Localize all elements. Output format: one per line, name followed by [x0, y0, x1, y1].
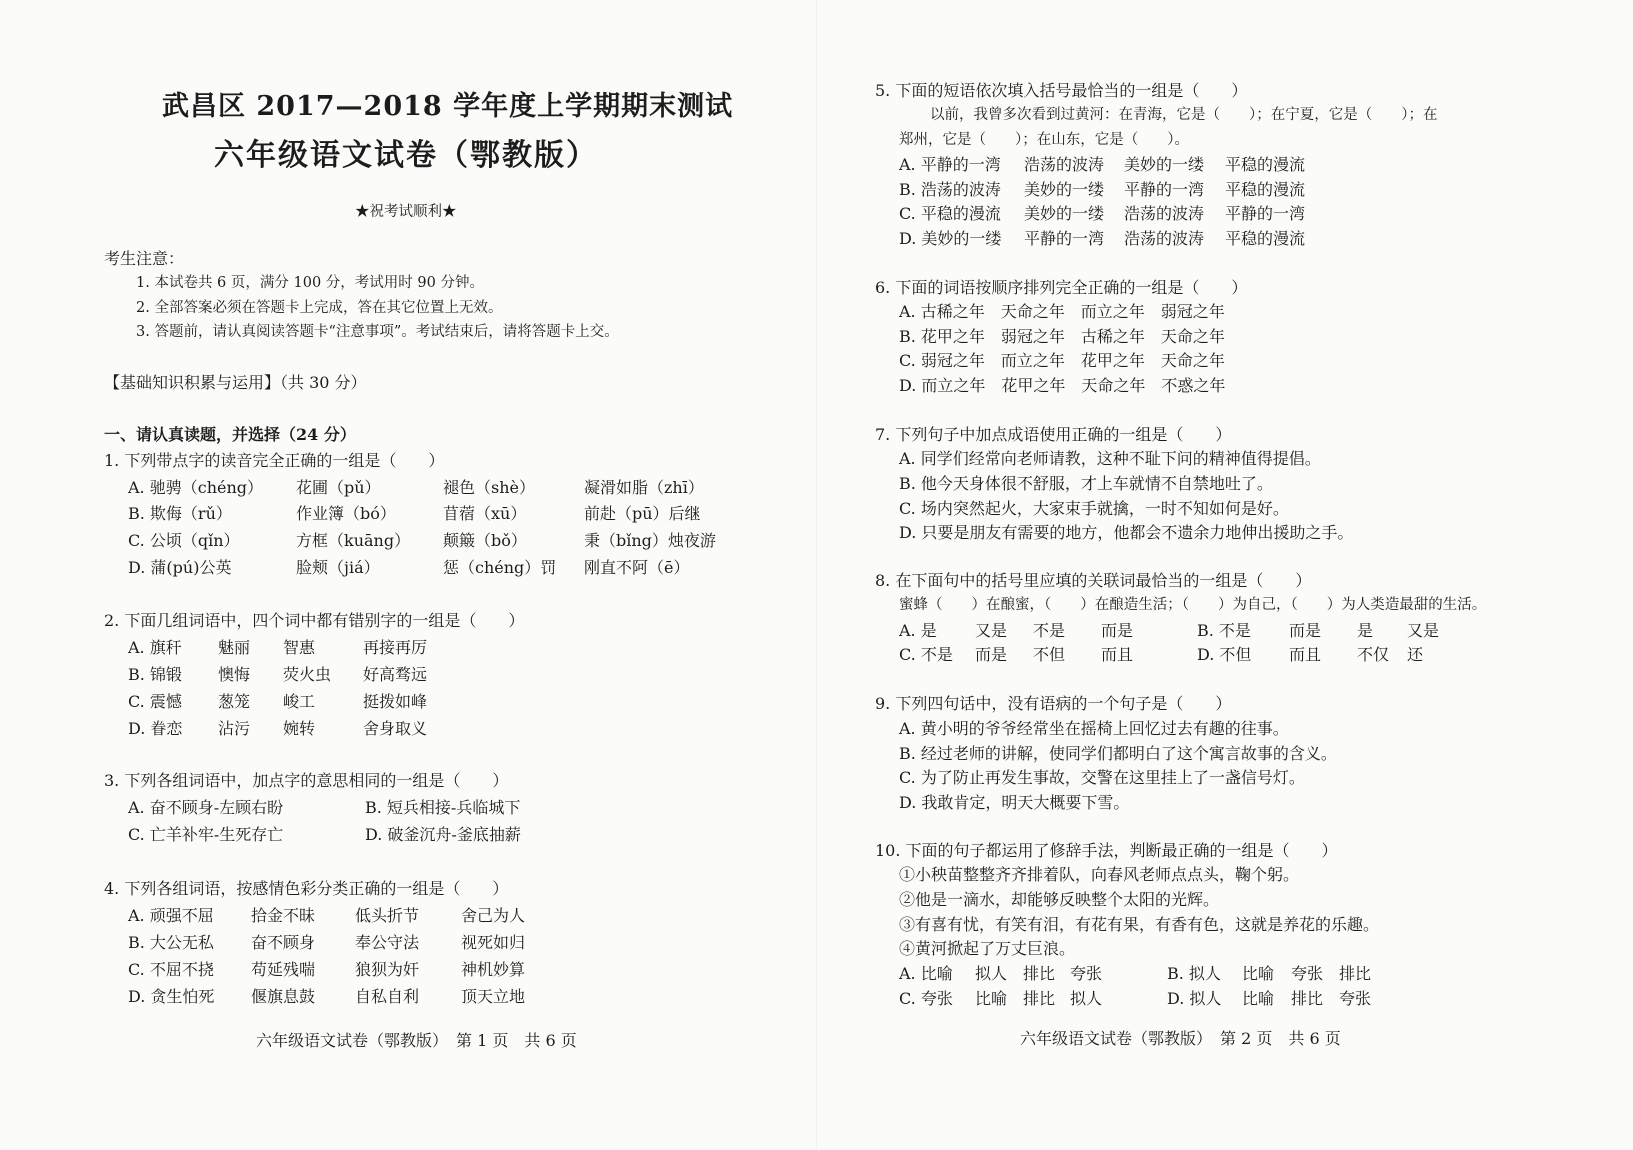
notice-item: 1. 本试卷共 6 页，满分 100 分，考试用时 90 分钟。: [136, 275, 484, 291]
option-cell: 排比: [1339, 964, 1372, 983]
option-cell: 魅丽: [218, 638, 251, 657]
option-cell: 颠簸（bǒ）: [443, 531, 527, 550]
option-cell: D. 眷恋: [128, 719, 183, 738]
option-cell: 葱笼: [218, 692, 251, 711]
option-cell: 排比: [1291, 989, 1324, 1008]
option-cell: 再接再厉: [363, 638, 428, 657]
page-1: [0, 0, 816, 1150]
option-cell: 秉（bǐng）烛夜游: [584, 531, 716, 550]
question-10-sentence: ①小秧苗整整齐齐排着队，向春风老师点点头，鞠个躬。: [899, 865, 1300, 884]
option-cell: 拾金不昧: [251, 906, 316, 925]
option-cell: D. 美妙的一缕: [899, 229, 1002, 248]
option-cell: 比喻: [975, 989, 1008, 1008]
option-cell: 花圃（pǔ）: [296, 478, 381, 497]
question-9-option: B. 经过老师的讲解，使同学们都明白了这个寓言故事的含义。: [899, 744, 1337, 763]
option-cell: 平稳的漫流: [1225, 229, 1306, 248]
option-cell: 方框（kuāng）: [296, 531, 411, 550]
option-cell: 夸张: [1070, 964, 1103, 983]
option-cell: 沾污: [218, 719, 251, 738]
question-7-option: C. 场内突然起火，大家束手就擒，一时不知如何是好。: [899, 499, 1289, 518]
question-7-option: D. 只要是朋友有需要的地方，他都会不遗余力地伸出援助之手。: [899, 523, 1354, 542]
option-cell: 凝滑如脂（zhī）: [584, 478, 704, 497]
option-cell: 低头折节: [355, 906, 420, 925]
question-7-option: B. 他今天身体很不舒服，才上车就情不自禁地吐了。: [899, 474, 1273, 493]
option-cell: 视死如归: [461, 933, 526, 952]
question-10-sentence: ③有喜有忧，有笑有泪，有花有果，有香有色，这就是养花的乐趣。: [899, 915, 1380, 934]
option-cell: 排比: [1023, 964, 1056, 983]
option-cell: B. 不是: [1197, 621, 1251, 640]
option-cell: 夸张: [1339, 989, 1372, 1008]
question-1-stem: 1. 下列带点字的读音完全正确的一组是（ ）: [104, 451, 445, 470]
option-cell: D. 拟人: [1167, 989, 1222, 1008]
option-cell: A. 奋不顾身-左顾右盼: [128, 798, 284, 817]
option-cell: 不但: [1033, 645, 1066, 664]
option-cell: 排比: [1023, 989, 1056, 1008]
option-cell: 舍身取义: [363, 719, 428, 738]
question-9-stem: 9. 下列四句话中，没有语病的一个句子是（ ）: [875, 694, 1232, 713]
page-footer: 六年级语文试卷（鄂教版） 第 2 页 共 6 页: [1020, 1029, 1341, 1048]
option-cell: 脸颊（jiá）: [296, 558, 380, 577]
option-cell: D. 贪生怕死: [128, 987, 215, 1006]
question-10-sentence: ④黄河掀起了万丈巨浪。: [899, 939, 1076, 958]
option-cell: C. 公顷（qǐn）: [128, 531, 240, 550]
option-cell: 神机妙算: [461, 960, 526, 979]
question-9-option: D. 我敢肯定，明天大概要下雪。: [899, 793, 1130, 812]
question-6-option: A. 古稀之年 天命之年 而立之年 弱冠之年: [899, 302, 1225, 321]
section-heading: 【基础知识积累与运用】（共 30 分）: [104, 373, 367, 392]
option-cell: 平静的一湾: [1124, 180, 1205, 199]
option-cell: 而是: [1289, 621, 1322, 640]
option-cell: 好高骛远: [363, 665, 428, 684]
option-cell: 奉公守法: [355, 933, 420, 952]
option-cell: 拟人: [975, 964, 1008, 983]
exam-title: 武昌区 2017—2018 学年度上学期期末测试: [162, 91, 734, 122]
option-cell: B. 锦锻: [128, 665, 182, 684]
option-cell: 是: [1357, 621, 1374, 640]
option-cell: 浩荡的波涛: [1124, 229, 1205, 248]
question-6-option: D. 而立之年 花甲之年 天命之年 不惑之年: [899, 376, 1226, 395]
option-cell: 而且: [1101, 645, 1134, 664]
option-cell: D. 不但: [1197, 645, 1252, 664]
option-cell: C. 亡羊补牢-生死存亡: [128, 825, 284, 844]
option-cell: 美妙的一缕: [1124, 155, 1205, 174]
option-cell: 平稳的漫流: [1225, 155, 1306, 174]
question-6-option: B. 花甲之年 弱冠之年 古稀之年 天命之年: [899, 327, 1225, 346]
question-7-option: A. 同学们经常向老师请教，这种不耻下问的精神值得提倡。: [899, 449, 1321, 468]
option-cell: A. 是: [899, 621, 937, 640]
notice-title: 考生注意：: [104, 249, 185, 268]
option-cell: B. 欺侮（rǔ）: [128, 504, 232, 523]
option-cell: B. 拟人: [1167, 964, 1221, 983]
option-cell: 懊悔: [218, 665, 251, 684]
option-cell: 而且: [1289, 645, 1322, 664]
exam-subtitle: 六年级语文试卷（鄂教版）: [214, 138, 598, 173]
option-cell: 荧火虫: [283, 665, 332, 684]
option-cell: 平静的一湾: [1225, 204, 1306, 223]
option-cell: 舍己为人: [461, 906, 526, 925]
question-4-stem: 4. 下列各组词语，按感情色彩分类正确的一组是（ ）: [104, 879, 509, 898]
question-8-stem: 8. 在下面句中的括号里应填的关联词最恰当的一组是（ ）: [875, 571, 1312, 590]
option-cell: 拟人: [1070, 989, 1103, 1008]
option-cell: 不是: [1033, 621, 1066, 640]
option-cell: 苜蓿（xū）: [443, 504, 527, 523]
page-2: [817, 0, 1633, 1150]
question-5-passage: 郑州，它是（ ）；在山东，它是（ ）。: [899, 132, 1189, 148]
option-cell: A. 顽强不屈: [128, 906, 214, 925]
option-cell: A. 驰骋（chéng）: [128, 478, 264, 497]
option-cell: A. 比喻: [899, 964, 953, 983]
question-6-option: C. 弱冠之年 而立之年 花甲之年 天命之年: [899, 351, 1225, 370]
option-cell: 峻工: [283, 692, 316, 711]
option-cell: 不仅: [1357, 645, 1390, 664]
question-3-stem: 3. 下列各组词语中，加点字的意思相同的一组是（ ）: [104, 771, 509, 790]
option-cell: 婉转: [283, 719, 316, 738]
option-cell: 而是: [1101, 621, 1134, 640]
option-cell: 而是: [975, 645, 1008, 664]
option-cell: 智惠: [283, 638, 316, 657]
option-cell: 褪色（shè）: [443, 478, 535, 497]
option-cell: B. 短兵相接-兵临城下: [365, 798, 521, 817]
notice-item: 3. 答题前，请认真阅读答题卡“注意事项”。考试结束后，请将答题卡上交。: [136, 324, 619, 340]
option-cell: 平稳的漫流: [1225, 180, 1306, 199]
question-9-option: A. 黄小明的爷爷经常坐在摇椅上回忆过去有趣的往事。: [899, 719, 1289, 738]
option-cell: 美妙的一缕: [1024, 180, 1105, 199]
option-cell: A. 旗秆: [128, 638, 182, 657]
option-cell: 刚直不阿（ē）: [584, 558, 690, 577]
option-cell: 美妙的一缕: [1024, 204, 1105, 223]
option-cell: B. 大公无私: [128, 933, 214, 952]
part-heading: 一、请认真读题，并选择（24 分）: [104, 425, 356, 444]
option-cell: C. 夸张: [899, 989, 953, 1008]
option-cell: 浩荡的波涛: [1024, 155, 1105, 174]
option-cell: A. 平静的一湾: [899, 155, 1001, 174]
option-cell: 顶天立地: [461, 987, 526, 1006]
option-cell: 还: [1407, 645, 1424, 664]
option-cell: C. 不是: [899, 645, 953, 664]
question-10-stem: 10. 下面的句子都运用了修辞手法，判断最正确的一组是（ ）: [875, 841, 1338, 860]
notice-item: 2. 全部答案必须在答题卡上完成，答在其它位置上无效。: [136, 300, 503, 316]
option-cell: 偃旗息鼓: [251, 987, 316, 1006]
question-2-stem: 2. 下面几组词语中，四个词中都有错别字的一组是（ ）: [104, 611, 525, 630]
option-cell: 自私自利: [355, 987, 420, 1006]
option-cell: 比喻: [1242, 989, 1275, 1008]
option-cell: 挺拨如峰: [363, 692, 428, 711]
option-cell: 又是: [975, 621, 1008, 640]
option-cell: 平静的一湾: [1024, 229, 1105, 248]
wish-line: ★祝考试顺利★: [355, 204, 457, 220]
question-5-stem: 5. 下面的短语依次填入括号最恰当的一组是（ ）: [875, 81, 1248, 100]
option-cell: 狼狈为奸: [355, 960, 420, 979]
option-cell: C. 不屈不挠: [128, 960, 214, 979]
option-cell: 惩（chéng）罚: [443, 558, 557, 577]
option-cell: B. 浩荡的波涛: [899, 180, 1001, 199]
option-cell: D. 破釜沉舟-釜底抽薪: [365, 825, 521, 844]
page-footer: 六年级语文试卷（鄂教版） 第 1 页 共 6 页: [256, 1031, 577, 1050]
option-cell: 苟延残喘: [251, 960, 316, 979]
question-10-sentence: ②他是一滴水，却能够反映整个太阳的光辉。: [899, 890, 1220, 909]
option-cell: 作业簿（bó）: [296, 504, 396, 523]
option-cell: 奋不顾身: [251, 933, 316, 952]
question-7-stem: 7. 下列句子中加点成语使用正确的一组是（ ）: [875, 425, 1232, 444]
option-cell: 前赴（pū）后继: [584, 504, 701, 523]
option-cell: 夸张: [1291, 964, 1324, 983]
option-cell: C. 震憾: [128, 692, 182, 711]
option-cell: 又是: [1407, 621, 1440, 640]
option-cell: 浩荡的波涛: [1124, 204, 1205, 223]
option-cell: C. 平稳的漫流: [899, 204, 1001, 223]
question-8-sentence: 蜜蜂（ ）在酿蜜，（ ）在酿造生活；（ ）为自己，（ ）为人类造最甜的生活。: [899, 597, 1487, 613]
question-5-passage: 以前，我曾多次看到过黄河：在青海，它是（ ）；在宁夏，它是（ ）；在: [930, 107, 1438, 123]
option-cell: 比喻: [1242, 964, 1275, 983]
option-cell: D. 蒲(pú)公英: [128, 558, 232, 577]
question-6-stem: 6. 下面的词语按顺序排列完全正确的一组是（ ）: [875, 278, 1248, 297]
question-9-option: C. 为了防止再发生事故，交警在这里挂上了一盏信号灯。: [899, 768, 1305, 787]
